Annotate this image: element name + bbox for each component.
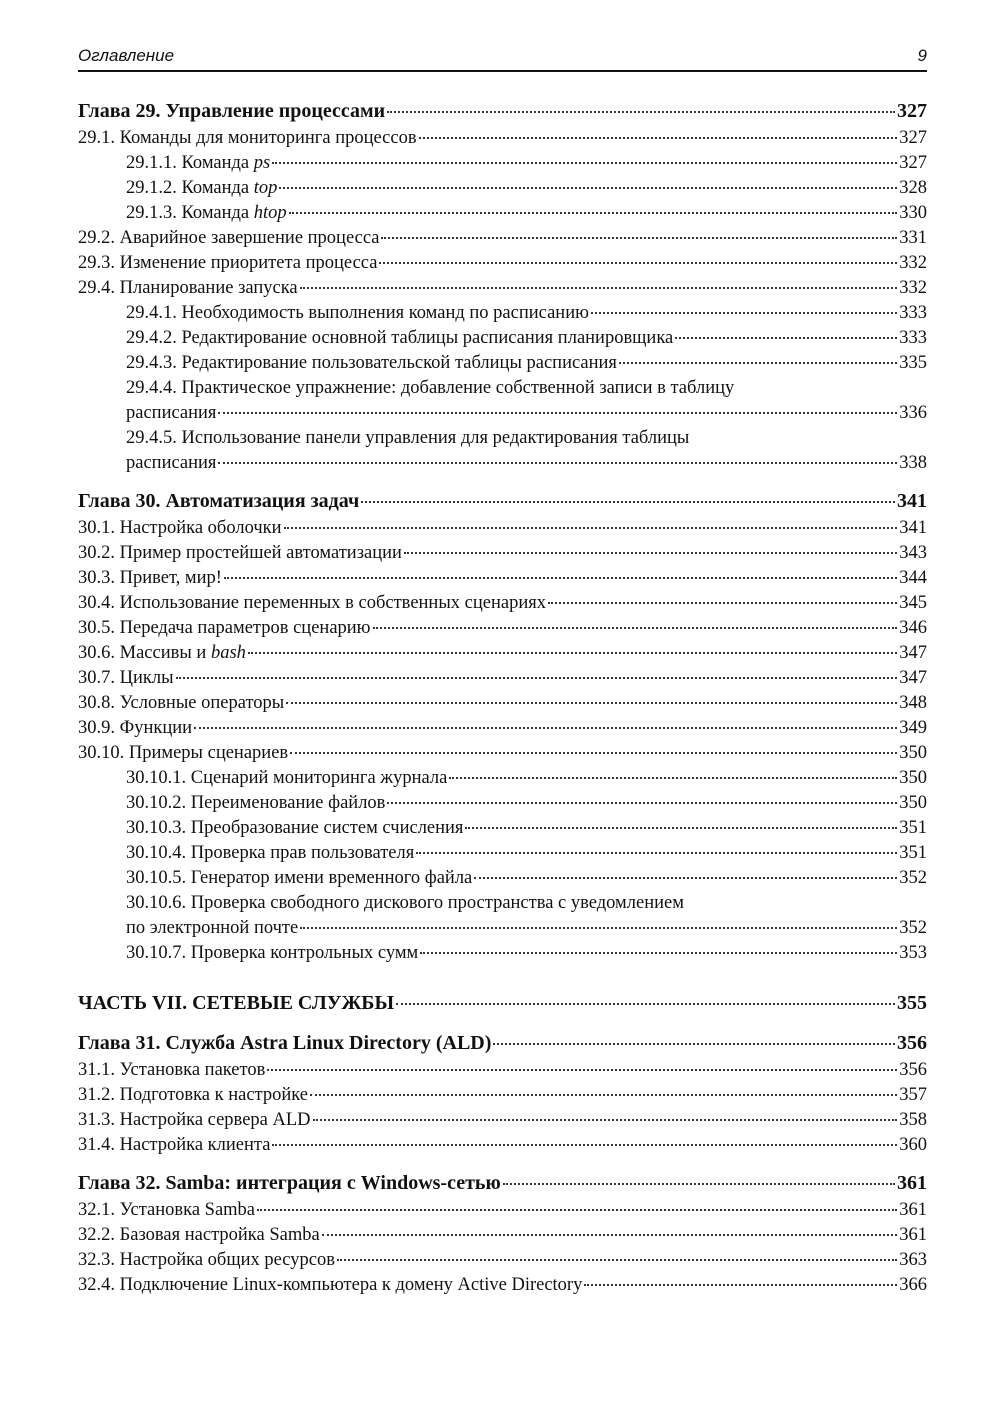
dot-leader	[337, 1259, 897, 1261]
toc-label: 29.4.3. Редактирование пользовательской таблицы расписания	[126, 353, 617, 373]
toc-label: 30.7. Циклы	[78, 668, 174, 688]
toc-label: 30.10.2. Переименование файлов	[126, 793, 386, 813]
dot-leader	[503, 1183, 895, 1185]
toc-entry-30-10-2[interactable]	[78, 791, 927, 816]
toc-entry-30-10-6[interactable]	[78, 916, 927, 941]
toc-label: 30.9. Функции	[78, 718, 193, 738]
toc-entry-32-1[interactable]	[78, 1198, 927, 1223]
toc-entry-30-10-1[interactable]	[78, 766, 927, 791]
toc-label: 30.10.3. Преобразование систем счисления	[126, 818, 464, 838]
toc-entry-30-10-3[interactable]	[78, 816, 927, 841]
dot-leader	[548, 602, 897, 604]
dot-leader	[416, 852, 897, 854]
toc-entry-30-2[interactable]	[78, 541, 927, 566]
toc-command: htop	[253, 203, 287, 223]
dot-leader	[404, 552, 897, 554]
toc-label: ЧАСТЬ VII. СЕТЕВЫЕ СЛУЖБЫ	[78, 992, 395, 1014]
dot-leader	[290, 752, 897, 754]
toc-label: 29.4.2. Редактирование основной таблицы расписания планировщика	[126, 328, 674, 348]
toc-page: 349	[899, 718, 927, 738]
toc-entry-30-4[interactable]	[78, 591, 927, 616]
toc-entry-29-3[interactable]	[78, 251, 927, 276]
toc-entry-30-9[interactable]	[78, 716, 927, 741]
dot-leader	[591, 312, 897, 314]
toc-page: 348	[899, 693, 927, 713]
toc-label: 29.4. Планирование запуска	[78, 278, 298, 298]
toc-label: расписания	[126, 403, 217, 423]
toc-entry-29-4-4[interactable]	[78, 401, 927, 426]
toc-page: 360	[899, 1135, 927, 1155]
toc-chapter-30[interactable]	[78, 486, 927, 516]
toc-label	[126, 176, 277, 201]
dot-leader	[248, 652, 897, 654]
toc-command: ps	[253, 153, 271, 173]
dot-leader	[419, 137, 898, 139]
toc-page: 347	[899, 643, 927, 663]
toc-entry-30-10[interactable]	[78, 741, 927, 766]
toc-label: 29.2. Аварийное завершение процесса	[78, 228, 380, 248]
dot-leader	[289, 212, 898, 214]
toc-entry-29-4-2[interactable]	[78, 326, 927, 351]
toc-page: 338	[899, 453, 927, 473]
toc-page: 350	[899, 768, 927, 788]
toc-page: 344	[899, 568, 927, 588]
toc-page: 341	[899, 518, 927, 538]
toc-page: 346	[899, 618, 927, 638]
dot-leader	[322, 1234, 898, 1236]
toc-page: 328	[899, 178, 927, 198]
toc-command: top	[253, 178, 278, 198]
toc-page: 358	[899, 1110, 927, 1130]
dot-leader	[465, 827, 897, 829]
toc-label: Глава 31. Служба Astra Linux Directory (ALD)	[78, 1032, 492, 1054]
toc-label: 30.1. Настройка оболочки	[78, 518, 282, 538]
toc-entry-30-6[interactable]	[78, 641, 927, 666]
toc-label: 29.1. Команды для мониторинга процессов	[78, 128, 417, 148]
toc-label: 29.4.1. Необходимость выполнения команд по расписанию	[126, 303, 589, 323]
toc-page: 345	[899, 593, 927, 613]
toc-page: 350	[899, 793, 927, 813]
dot-leader	[286, 702, 897, 704]
dot-leader	[272, 162, 897, 164]
toc-entry-30-10-6-line1[interactable]: 30.10.6. Проверка свободного дискового пространства с уведомлением	[126, 893, 684, 913]
toc-label: 32.3. Настройка общих ресурсов	[78, 1250, 335, 1270]
toc-label: 29.3. Изменение приоритета процесса	[78, 253, 378, 273]
toc-entry-29-1-1[interactable]	[78, 151, 927, 176]
toc-label: 31.2. Подготовка к настройке	[78, 1085, 309, 1105]
dot-leader	[176, 677, 898, 679]
toc-entry-29-4-4-line1[interactable]: 29.4.4. Практическое упражнение: добавление собственной записи в таблицу	[126, 378, 735, 398]
toc-entry-29-1-2[interactable]	[78, 176, 927, 201]
toc-page: 331	[899, 228, 927, 248]
toc-page: 361	[899, 1225, 927, 1245]
toc-entry-32-4[interactable]	[78, 1273, 927, 1298]
toc-label: 31.3. Настройка сервера ALD	[78, 1110, 311, 1130]
dot-leader	[224, 577, 897, 579]
toc-page: 361	[897, 1172, 927, 1194]
toc-entry-30-1[interactable]	[78, 516, 927, 541]
toc-entry-30-3[interactable]	[78, 566, 927, 591]
toc-label: 30.3. Привет, мир!	[78, 568, 222, 588]
toc-label: 30.10.4. Проверка прав пользователя	[126, 843, 415, 863]
dot-leader	[194, 727, 897, 729]
toc-part-7[interactable]	[78, 988, 927, 1018]
toc-entry-29-1-3[interactable]	[78, 201, 927, 226]
dot-leader	[373, 627, 898, 629]
toc-page: 356	[899, 1060, 927, 1080]
dot-leader	[257, 1209, 897, 1211]
table-of-contents	[78, 96, 927, 1298]
toc-label: 30.4. Использование переменных в собственных сценариях	[78, 593, 546, 613]
dot-leader	[279, 187, 897, 189]
toc-page: 343	[899, 543, 927, 563]
toc-label: по электронной почте	[126, 918, 299, 938]
toc-page: 355	[897, 992, 927, 1014]
toc-entry-29-4-5-line1[interactable]: 29.4.5. Использование панели управления для редактирования таблицы	[126, 428, 690, 448]
toc-entry-30-10-5[interactable]	[78, 866, 927, 891]
toc-page: 353	[899, 943, 927, 963]
toc-chapter-29[interactable]	[78, 96, 927, 126]
toc-page: 341	[897, 490, 927, 512]
dot-leader	[218, 462, 897, 464]
toc-label: расписания	[126, 453, 217, 473]
toc-entry-29-4-1[interactable]	[78, 301, 927, 326]
toc-chapter-31[interactable]	[78, 1028, 927, 1058]
toc-entry-29-1[interactable]	[78, 126, 927, 151]
toc-entry-31-2[interactable]	[78, 1083, 927, 1108]
toc-label: 30.10.7. Проверка контрольных сумм	[126, 943, 419, 963]
dot-leader	[381, 237, 897, 239]
toc-entry-32-3[interactable]	[78, 1248, 927, 1273]
toc-page: 333	[899, 303, 927, 323]
toc-entry-32-2[interactable]	[78, 1223, 927, 1248]
toc-entry-29-4[interactable]	[78, 276, 927, 301]
header-page-number: 9	[917, 46, 927, 65]
dot-leader	[300, 287, 898, 289]
toc-label-text: 29.1.3. Команда	[126, 203, 254, 223]
dot-leader	[474, 877, 897, 879]
toc-page: 351	[899, 818, 927, 838]
toc-command: bash	[210, 643, 246, 663]
toc-page: 327	[899, 153, 927, 173]
dot-leader	[310, 1094, 897, 1096]
toc-entry-31-1[interactable]	[78, 1058, 927, 1083]
toc-page: 332	[899, 253, 927, 273]
toc-label	[126, 151, 270, 176]
toc-page: 327	[899, 128, 927, 148]
dot-leader	[675, 337, 897, 339]
toc-label: 31.1. Установка пакетов	[78, 1060, 266, 1080]
dot-leader	[396, 1003, 895, 1005]
toc-label-text: 29.1.2. Команда	[126, 178, 254, 198]
toc-page: 350	[899, 743, 927, 763]
toc-page: 327	[897, 100, 927, 122]
dot-leader	[387, 802, 897, 804]
toc-label: 30.10. Примеры сценариев	[78, 743, 289, 763]
toc-page: 363	[899, 1250, 927, 1270]
toc-label: 30.10.1. Сценарий мониторинга журнала	[126, 768, 448, 788]
dot-leader	[449, 777, 897, 779]
dot-leader	[284, 527, 898, 529]
dot-leader	[218, 412, 897, 414]
toc-label: Глава 32. Samba: интеграция с Windows-сетью	[78, 1172, 501, 1194]
toc-page: 333	[899, 328, 927, 348]
toc-page: 335	[899, 353, 927, 373]
toc-label: 32.4. Подключение Linux-компьютера к домену Active Directory	[78, 1275, 583, 1295]
dot-leader	[361, 501, 895, 503]
toc-page: 336	[899, 403, 927, 423]
toc-label: 32.2. Базовая настройка Samba	[78, 1225, 320, 1245]
toc-entry-30-10-4[interactable]	[78, 841, 927, 866]
toc-page: 347	[899, 668, 927, 688]
dot-leader	[379, 262, 897, 264]
dot-leader	[313, 1119, 898, 1121]
toc-entry-29-2[interactable]	[78, 226, 927, 251]
toc-entry-29-4-5[interactable]	[78, 451, 927, 476]
toc-entry-30-10-7[interactable]	[78, 941, 927, 966]
toc-page: 366	[899, 1275, 927, 1295]
toc-entry-31-4[interactable]	[78, 1133, 927, 1158]
header-title: Оглавление	[78, 46, 175, 65]
dot-leader	[272, 1144, 897, 1146]
toc-label: Глава 30. Автоматизация задач	[78, 490, 360, 512]
toc-label: 31.4. Настройка клиента	[78, 1135, 271, 1155]
toc-label: 32.1. Установка Samba	[78, 1200, 256, 1220]
toc-page: 352	[899, 868, 927, 888]
toc-label	[78, 641, 246, 666]
toc-label: 30.10.5. Генератор имени временного файла	[126, 868, 473, 888]
toc-page: 361	[899, 1200, 927, 1220]
toc-chapter-32[interactable]	[78, 1168, 927, 1198]
dot-leader	[584, 1284, 897, 1286]
toc-label-text: 29.1.1. Команда	[126, 153, 254, 173]
toc-label: 30.5. Передача параметров сценарию	[78, 618, 371, 638]
toc-page: 357	[899, 1085, 927, 1105]
toc-label	[126, 201, 287, 226]
toc-label: Глава 29. Управление процессами	[78, 100, 386, 122]
dot-leader	[493, 1043, 895, 1045]
toc-entry-30-7[interactable]	[78, 666, 927, 691]
toc-page: 332	[899, 278, 927, 298]
toc-page: 351	[899, 843, 927, 863]
toc-label: 30.2. Пример простейшей автоматизации	[78, 543, 402, 563]
toc-label-text: 30.6. Массивы и	[78, 643, 211, 663]
toc-entry-31-3[interactable]	[78, 1108, 927, 1133]
toc-page: 330	[899, 203, 927, 223]
toc-page: 356	[897, 1032, 927, 1054]
dot-leader	[420, 952, 897, 954]
toc-entry-30-5[interactable]	[78, 616, 927, 641]
dot-leader	[619, 362, 897, 364]
toc-label: 30.8. Условные операторы	[78, 693, 285, 713]
toc-entry-30-8[interactable]	[78, 691, 927, 716]
toc-page: 352	[899, 918, 927, 938]
dot-leader	[300, 927, 897, 929]
running-header	[78, 44, 927, 72]
dot-leader	[387, 111, 895, 113]
toc-entry-29-4-3[interactable]	[78, 351, 927, 376]
dot-leader	[267, 1069, 897, 1071]
